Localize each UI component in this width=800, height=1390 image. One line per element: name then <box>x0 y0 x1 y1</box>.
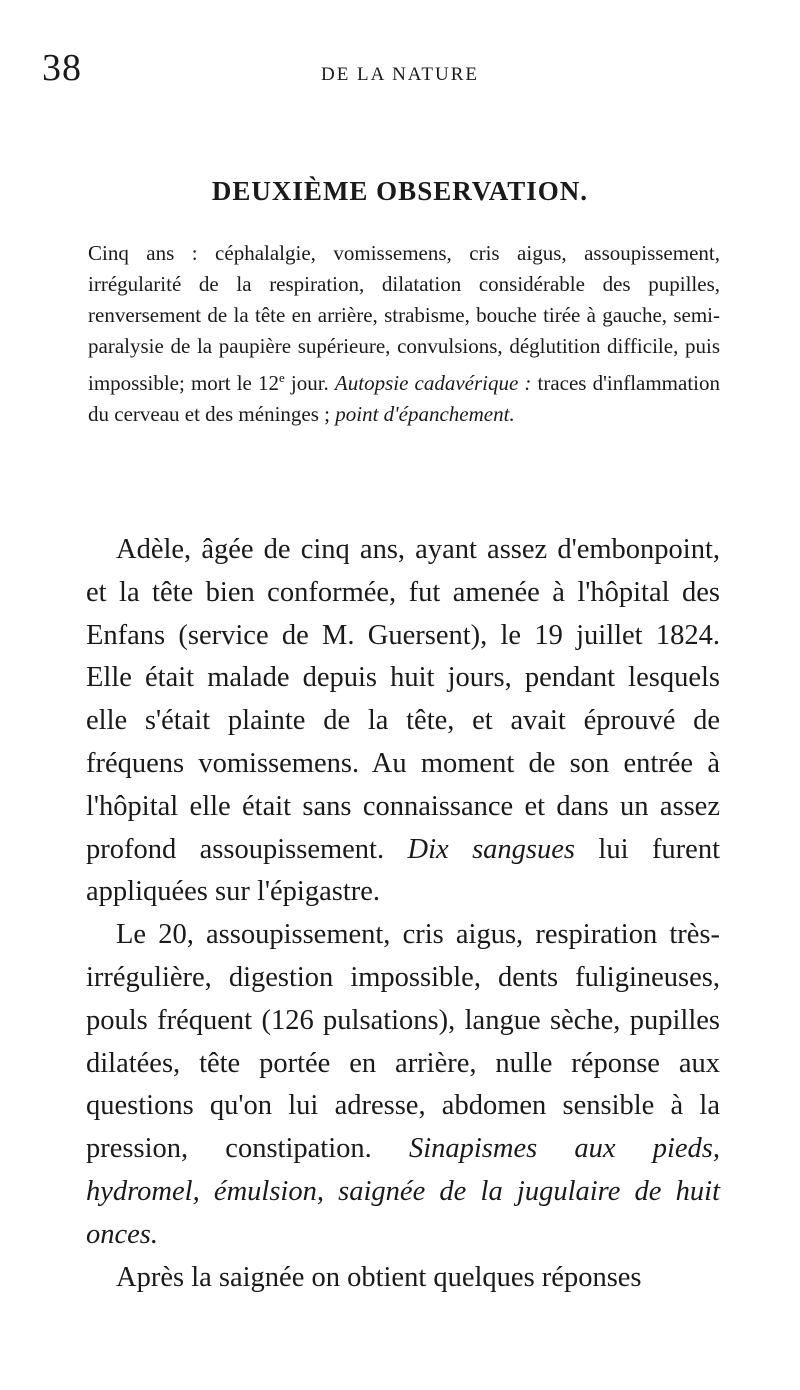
paragraph-2-italic: Sinapismes aux pieds, hydromel, émulsion, saignée de la jugulaire de huit onces. <box>86 1133 720 1250</box>
page-number: 38 <box>42 47 82 89</box>
paragraph-3-text: Après la saignée on obtient quelques réponses <box>116 1261 642 1293</box>
observation-summary <box>88 238 720 430</box>
summary-text-1: Cinq ans : céphalalgie, vomissemens, cris aigus, assoupissement, irrégularité de la respiration, dilatation considérable des pupilles, renversement de la tête en arrière, strabisme, bouche tirée à gauche, semi-paralysie de la paupière supérieure, convulsions, déglutition difficile, puis impossible; mort le 12 <box>88 241 720 395</box>
paragraph-1 <box>86 529 720 914</box>
paragraph-1-italic: Dix sangsues <box>407 833 576 865</box>
summary-text-2: jour. <box>284 371 335 395</box>
summary-point: point d'épanchement. <box>335 402 515 426</box>
paragraph-2-text-1: Le 20, assoupissement, cris aigus, respiration très-irrégulière, digestion impossible, dents fuligineuses, pouls fréquent (126 pulsations), langue sèche, pupilles dilatées, tête portée en arrière, nulle réponse aux questions qu'on lui adresse, abdomen sensible à la pression, constipation. <box>86 919 720 1165</box>
paragraph-3 <box>86 1257 720 1300</box>
observation-title: DEUXIÈME OBSERVATION. <box>211 176 589 206</box>
paragraph-2 <box>86 914 720 1256</box>
summary-text-3: traces d'inflammation du cerveau et des méninges ; <box>88 371 721 426</box>
paragraph-1-text-1: Adèle, âgée de cinq ans, ayant assez d'embonpoint, et la tête bien conformée, fut amenée à l'hôpital des Enfans (service de M. Guersent), le 19 juillet 1824. Elle était malade depuis huit jours, pendant lesquels elle s'était plainte de la tête, et avait éprouvé de fréquens vomissemens. Au moment de son entrée à l'hôpital elle était sans connaissance et dans un assez profond assoupissement. <box>86 534 720 865</box>
summary-autopsie: Autopsie cadavérique : <box>334 371 532 395</box>
summary-paragraph <box>88 238 720 430</box>
paragraph-1-text-2: lui furent appliquées sur l'épigastre. <box>86 833 720 908</box>
running-head: DE LA NATURE <box>320 64 480 85</box>
summary-day-superscript: e <box>278 370 285 385</box>
body-text <box>86 529 720 1299</box>
